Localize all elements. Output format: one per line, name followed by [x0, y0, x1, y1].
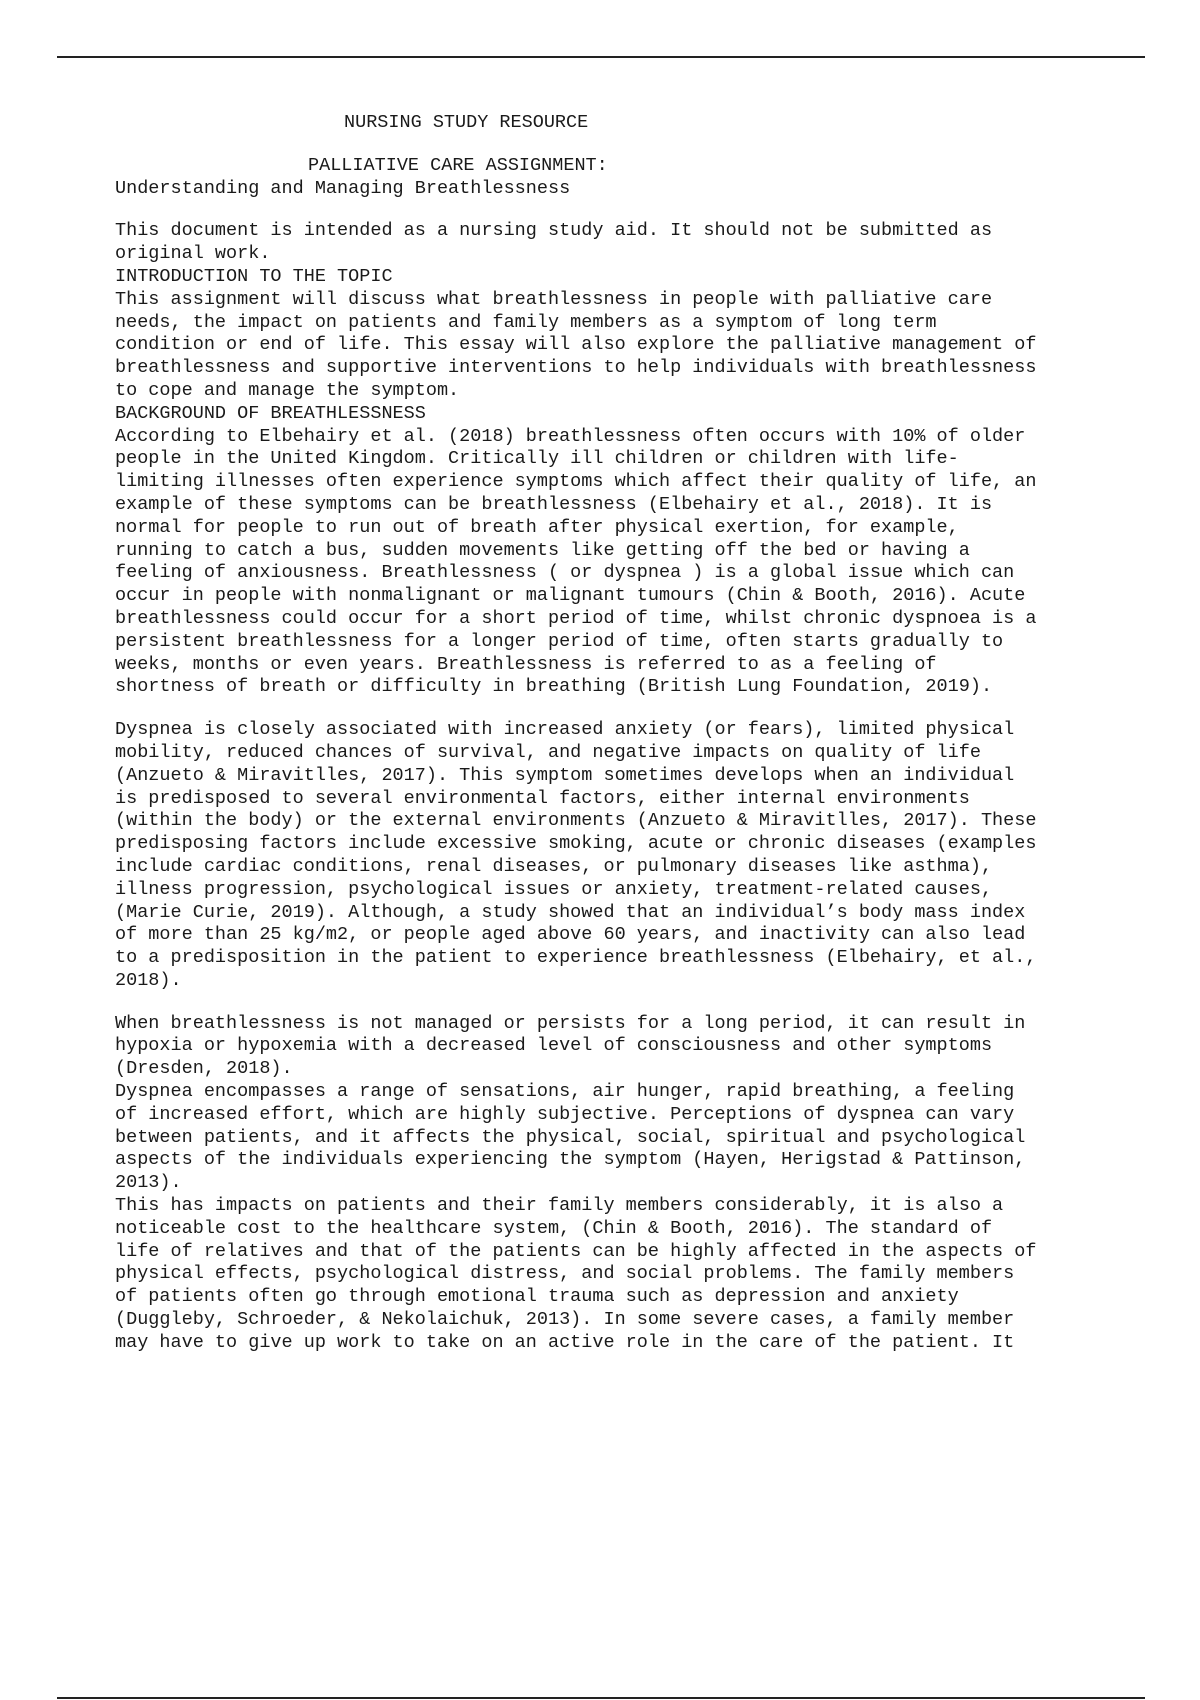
introduction-heading: INTRODUCTION TO THE TOPIC: [115, 265, 393, 287]
top-divider: [57, 56, 1145, 58]
introduction-body: This assignment will discuss what breathlessness in people with palliative care needs, the impact on patients and family members as a symptom of long term condition or end of life. This essay will also explore the palliative management of breathlessness and supportive interventions to help individuals with breathlessness to cope and manage the symptom.: [115, 288, 1037, 401]
background-paragraph-3: When breathlessness is not managed or persists for a long period, it can result in hypoxia or hypoxemia with a decreased level of consciousness and other symptoms (Dresden, 2018).: [115, 1012, 1026, 1080]
background-heading: BACKGROUND OF BREATHLESSNESS: [115, 402, 426, 424]
header-title: NURSING STUDY RESOURCE: [344, 112, 589, 133]
document-body: [115, 112, 1165, 1355]
disclaimer: This document is intended as a nursing study aid. It should not be submitted as original work.: [115, 220, 993, 265]
assignment-label: PALLIATIVE CARE ASSIGNMENT:: [308, 154, 608, 176]
bottom-divider: [57, 1697, 1145, 1699]
background-paragraph-1: According to Elbehairy et al. (2018) breathlessness often occurs with 10% of older people in the United Kingdom. Critically ill children or children with life- limiting illnesses often experience symptoms which affect their quality of life, an example of these symptoms can be breathlessness (Elbehairy et al., 2018). It is normal for people to run out of breath after physical exertion, for example, running to catch a bus, sudden movements like getting off the bed or having a feeling of anxiousness. Breathlessness ( or dyspnea ) is a global issue which can occur in people with nonmalignant or malignant tumours (Chin & Booth, 2016). Acute breathlessness could occur for a short period of time, whilst chronic dyspnoea is a persistent breathlessness for a longer period of time, often starts gradually to weeks, months or even years. Breathlessness is referred to as a feeling of shortness of breath or difficulty in breathing (British Lung Foundation, 2019).: [115, 425, 1037, 698]
background-paragraph-4: Dyspnea encompasses a range of sensations, air hunger, rapid breathing, a feeling of increased effort, which are highly subjective. Perceptions of dyspnea can vary between patients, and it affects the physical, social, spiritual and psychological aspects of the individuals experiencing the symptom (Hayen, Herigstad & Pattinson, 2013).: [115, 1081, 1026, 1194]
assignment-subtitle: Understanding and Managing Breathlessness: [115, 177, 571, 199]
background-paragraph-5: This has impacts on patients and their family members considerably, it is also a noticeable cost to the healthcare system, (Chin & Booth, 2016). The standard of life of relatives and that of the patients can be highly affected in the aspects of physical effects, psychological distress, and social problems. The family members of patients often go through emotional trauma such as depression and anxiety (Duggleby, Schroeder, & Nekolaichuk, 2013). In some severe cases, a family member may have to give up work to take on an active role in the care of the patient. It: [115, 1195, 1037, 1353]
background-paragraph-2: Dyspnea is closely associated with increased anxiety (or fears), limited physical mobility, reduced chances of survival, and negative impacts on quality of life (Anzueto & Miravitlles, 2017). This symptom sometimes develops when an individual is predisposed to several environmental factors, either internal environments (within the body) or the external environments (Anzueto & Miravitlles, 2017). These predisposing factors include excessive smoking, acute or chronic diseases (examples include cardiac conditions, renal diseases, or pulmonary diseases like asthma), illness progression, psychological issues or anxiety, treatment-related causes, (Marie Curie, 2019). Although, a study showed that an individual’s body mass index of more than 25 kg/m2, or people aged above 60 years, and inactivity can also lead to a predisposition in the patient to experience breathlessness (Elbehairy, et al., 2018).: [115, 719, 1037, 991]
